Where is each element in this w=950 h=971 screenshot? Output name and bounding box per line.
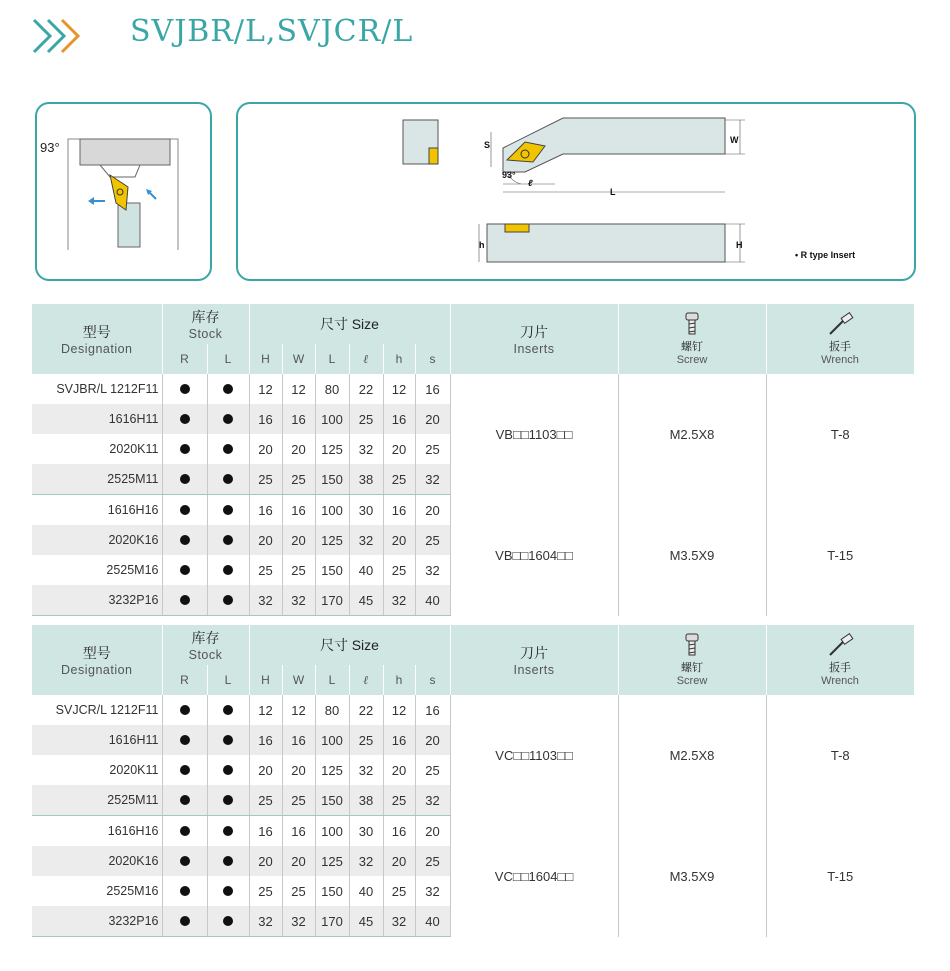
designation-cell: 1616H11 — [32, 404, 162, 434]
size-w-cell: 25 — [282, 785, 315, 816]
sub-header-7: s — [415, 665, 450, 695]
stock-r-cell — [162, 906, 207, 937]
in-stock-dot-icon — [223, 916, 233, 926]
size-h-cell: 16 — [249, 404, 282, 434]
size-h-cell: 25 — [249, 555, 282, 585]
size-l-cell: 32 — [349, 434, 383, 464]
stock-r-cell — [162, 495, 207, 526]
wrench-header: 扳手 Wrench — [766, 625, 914, 695]
spec-table-svjc — [32, 625, 915, 937]
stock-r-cell — [162, 404, 207, 434]
size-l-cell: 25 — [349, 725, 383, 755]
stock-l-cell — [207, 374, 249, 404]
size-lv-cell: 80 — [315, 374, 349, 404]
wrench-cell: T-15 — [766, 495, 914, 616]
stock-l-cell — [207, 404, 249, 434]
in-stock-dot-icon — [223, 414, 233, 424]
in-stock-dot-icon — [180, 595, 190, 605]
designation-cell: SVJBR/L 1212F11 — [32, 374, 162, 404]
size-lv-cell: 150 — [315, 464, 349, 495]
size-lv-cell: 125 — [315, 434, 349, 464]
size-l-cell: 38 — [349, 785, 383, 816]
size-l-cell: 40 — [349, 555, 383, 585]
size-w-cell: 16 — [282, 404, 315, 434]
size-w-cell: 20 — [282, 525, 315, 555]
wrench-header: 扳手 Wrench — [766, 304, 914, 374]
inserts-header: 刀片 Inserts — [450, 304, 618, 374]
sub-header-3: W — [282, 665, 315, 695]
size-h-cell: 12 — [249, 695, 282, 725]
size-l-cell: 30 — [349, 495, 383, 526]
size-l-cell: 32 — [349, 755, 383, 785]
spec-table-svjb — [32, 304, 915, 616]
in-stock-dot-icon — [223, 765, 233, 775]
stock-header: 库存 Stock — [162, 625, 249, 665]
stock-l-cell — [207, 725, 249, 755]
sub-header-3: W — [282, 344, 315, 374]
designation-cell: 2020K11 — [32, 755, 162, 785]
screw-header: 螺钉 Screw — [618, 304, 766, 374]
size-h-cell: 25 — [383, 464, 415, 495]
size-w-cell: 16 — [282, 816, 315, 847]
stock-r-cell — [162, 785, 207, 816]
size-s-cell: 20 — [415, 495, 450, 526]
in-stock-dot-icon — [180, 535, 190, 545]
designation-cell: 3232P16 — [32, 906, 162, 937]
size-lv-cell: 170 — [315, 906, 349, 937]
stock-r-cell — [162, 755, 207, 785]
size-h-cell: 25 — [383, 785, 415, 816]
in-stock-dot-icon — [180, 444, 190, 454]
size-s-cell: 32 — [415, 555, 450, 585]
size-l-cell: 38 — [349, 464, 383, 495]
size-h-cell: 20 — [383, 755, 415, 785]
size-l-cell: 30 — [349, 816, 383, 847]
designation-header: 型号 Designation — [32, 625, 162, 695]
sub-header-2: H — [249, 665, 282, 695]
stock-l-cell — [207, 464, 249, 495]
stock-r-cell — [162, 816, 207, 847]
in-stock-dot-icon — [180, 474, 190, 484]
in-stock-dot-icon — [180, 765, 190, 775]
in-stock-dot-icon — [180, 505, 190, 515]
in-stock-dot-icon — [223, 735, 233, 745]
in-stock-dot-icon — [180, 565, 190, 575]
designation-cell: 2020K16 — [32, 525, 162, 555]
sub-header-6: h — [383, 665, 415, 695]
size-h-cell: 32 — [383, 585, 415, 616]
size-h-cell: 16 — [249, 816, 282, 847]
size-l-cell: 22 — [349, 374, 383, 404]
size-h-cell: 12 — [383, 374, 415, 404]
size-h-cell: 16 — [383, 404, 415, 434]
designation-cell: 2525M11 — [32, 785, 162, 816]
size-lv-cell: 100 — [315, 495, 349, 526]
sub-header-1: L — [207, 344, 249, 374]
dim-label-l-small: ℓ — [528, 178, 533, 188]
size-s-cell: 40 — [415, 906, 450, 937]
designation-cell: 1616H11 — [32, 725, 162, 755]
in-stock-dot-icon — [180, 826, 190, 836]
size-s-cell: 16 — [415, 374, 450, 404]
size-lv-cell: 150 — [315, 555, 349, 585]
designation-cell: 2525M11 — [32, 464, 162, 495]
inserts-header: 刀片 Inserts — [450, 625, 618, 695]
in-stock-dot-icon — [223, 856, 233, 866]
stock-l-cell — [207, 525, 249, 555]
stock-l-cell — [207, 906, 249, 937]
insert-cell: VB□□1103□□ — [450, 374, 618, 495]
tool-dimension-drawing — [395, 112, 765, 272]
screw-header: 螺钉 Screw — [618, 625, 766, 695]
size-l-cell: 40 — [349, 876, 383, 906]
stock-l-cell — [207, 555, 249, 585]
wrench-cell: T-8 — [766, 374, 914, 495]
size-h-cell: 25 — [249, 876, 282, 906]
designation-cell: 2525M16 — [32, 876, 162, 906]
size-l-cell: 32 — [349, 846, 383, 876]
stock-l-cell — [207, 755, 249, 785]
stock-l-cell — [207, 495, 249, 526]
size-h-cell: 16 — [249, 495, 282, 526]
size-s-cell: 20 — [415, 816, 450, 847]
in-stock-dot-icon — [180, 705, 190, 715]
sub-header-5: ℓ — [349, 665, 383, 695]
stock-r-cell — [162, 725, 207, 755]
screw-icon — [684, 633, 700, 657]
stock-l-cell — [207, 816, 249, 847]
size-h-cell: 20 — [249, 846, 282, 876]
screw-cell: M3.5X9 — [618, 495, 766, 616]
stock-r-cell — [162, 464, 207, 495]
stock-l-cell — [207, 785, 249, 816]
size-w-cell: 16 — [282, 725, 315, 755]
chevron-logo-icon — [30, 14, 90, 58]
table-row — [32, 816, 914, 847]
in-stock-dot-icon — [223, 565, 233, 575]
in-stock-dot-icon — [180, 384, 190, 394]
sub-header-4: L — [315, 344, 349, 374]
size-lv-cell: 125 — [315, 525, 349, 555]
in-stock-dot-icon — [223, 505, 233, 515]
in-stock-dot-icon — [223, 886, 233, 896]
size-w-cell: 20 — [282, 755, 315, 785]
size-h-cell: 25 — [383, 876, 415, 906]
designation-cell: SVJCR/L 1212F11 — [32, 695, 162, 725]
sub-header-2: H — [249, 344, 282, 374]
size-l-cell: 22 — [349, 695, 383, 725]
size-w-cell: 25 — [282, 876, 315, 906]
sub-header-0: R — [162, 344, 207, 374]
size-l-cell: 45 — [349, 585, 383, 616]
stock-r-cell — [162, 374, 207, 404]
designation-cell: 2020K16 — [32, 846, 162, 876]
in-stock-dot-icon — [223, 384, 233, 394]
in-stock-dot-icon — [180, 886, 190, 896]
size-w-cell: 12 — [282, 374, 315, 404]
dim-label-angle: 93° — [502, 170, 516, 180]
size-s-cell: 25 — [415, 846, 450, 876]
in-stock-dot-icon — [180, 414, 190, 424]
stock-r-cell — [162, 876, 207, 906]
sub-header-7: s — [415, 344, 450, 374]
size-w-cell: 16 — [282, 495, 315, 526]
size-w-cell: 25 — [282, 555, 315, 585]
size-lv-cell: 170 — [315, 585, 349, 616]
in-stock-dot-icon — [223, 474, 233, 484]
size-w-cell: 20 — [282, 434, 315, 464]
stock-r-cell — [162, 555, 207, 585]
stock-r-cell — [162, 585, 207, 616]
size-lv-cell: 100 — [315, 404, 349, 434]
size-l-cell: 25 — [349, 404, 383, 434]
dim-label-h: H — [736, 240, 743, 250]
size-s-cell: 32 — [415, 785, 450, 816]
size-lv-cell: 150 — [315, 876, 349, 906]
size-s-cell: 32 — [415, 464, 450, 495]
size-lv-cell: 80 — [315, 695, 349, 725]
designation-cell: 1616H16 — [32, 495, 162, 526]
insert-cell: VC□□1604□□ — [450, 816, 618, 937]
stock-r-cell — [162, 434, 207, 464]
size-s-cell: 25 — [415, 434, 450, 464]
in-stock-dot-icon — [223, 826, 233, 836]
designation-cell: 3232P16 — [32, 585, 162, 616]
stock-l-cell — [207, 876, 249, 906]
wrench-icon — [826, 312, 854, 336]
size-h-cell: 20 — [383, 434, 415, 464]
size-h-cell: 25 — [249, 785, 282, 816]
size-s-cell: 25 — [415, 755, 450, 785]
size-lv-cell: 100 — [315, 725, 349, 755]
size-header: 尺寸 Size — [249, 304, 450, 344]
size-w-cell: 12 — [282, 695, 315, 725]
size-w-cell: 20 — [282, 846, 315, 876]
page-title: SVJBR/L,SVJCR/L — [130, 14, 414, 49]
stock-r-cell — [162, 846, 207, 876]
size-h-cell: 32 — [249, 585, 282, 616]
size-h-cell: 16 — [383, 725, 415, 755]
size-h-cell: 16 — [249, 725, 282, 755]
size-h-cell: 20 — [383, 846, 415, 876]
size-h-cell: 25 — [249, 464, 282, 495]
tool-approach-diagram — [60, 135, 190, 250]
table-row — [32, 495, 914, 526]
size-w-cell: 32 — [282, 585, 315, 616]
dim-label-h-small: h — [479, 240, 485, 250]
approach-angle-label: 93° — [40, 140, 60, 155]
size-w-cell: 25 — [282, 464, 315, 495]
size-h-cell: 20 — [249, 755, 282, 785]
size-h-cell: 16 — [383, 816, 415, 847]
size-s-cell: 40 — [415, 585, 450, 616]
size-h-cell: 16 — [383, 495, 415, 526]
size-s-cell: 32 — [415, 876, 450, 906]
insert-cell: VC□□1103□□ — [450, 695, 618, 816]
in-stock-dot-icon — [180, 916, 190, 926]
screw-icon — [684, 312, 700, 336]
screw-cell: M3.5X9 — [618, 816, 766, 937]
sub-header-6: h — [383, 344, 415, 374]
stock-r-cell — [162, 695, 207, 725]
stock-r-cell — [162, 525, 207, 555]
size-lv-cell: 125 — [315, 846, 349, 876]
size-h-cell: 12 — [383, 695, 415, 725]
size-s-cell: 16 — [415, 695, 450, 725]
screw-cell: M2.5X8 — [618, 695, 766, 816]
size-l-cell: 32 — [349, 525, 383, 555]
size-h-cell: 25 — [383, 555, 415, 585]
sub-header-4: L — [315, 665, 349, 695]
screw-cell: M2.5X8 — [618, 374, 766, 495]
sub-header-1: L — [207, 665, 249, 695]
size-header: 尺寸 Size — [249, 625, 450, 665]
r-type-insert-note: • R type Insert — [795, 250, 856, 260]
in-stock-dot-icon — [180, 795, 190, 805]
size-s-cell: 25 — [415, 525, 450, 555]
designation-header: 型号 Designation — [32, 304, 162, 374]
insert-cell: VB□□1604□□ — [450, 495, 618, 616]
size-l-cell: 45 — [349, 906, 383, 937]
size-lv-cell: 100 — [315, 816, 349, 847]
table-row — [32, 374, 914, 404]
size-w-cell: 32 — [282, 906, 315, 937]
in-stock-dot-icon — [223, 705, 233, 715]
size-lv-cell: 150 — [315, 785, 349, 816]
wrench-cell: T-15 — [766, 816, 914, 937]
sub-header-0: R — [162, 665, 207, 695]
size-lv-cell: 125 — [315, 755, 349, 785]
size-h-cell: 32 — [383, 906, 415, 937]
dim-label-w: W — [730, 135, 739, 145]
stock-l-cell — [207, 846, 249, 876]
sub-header-5: ℓ — [349, 344, 383, 374]
in-stock-dot-icon — [180, 735, 190, 745]
wrench-icon — [826, 633, 854, 657]
dim-label-l: L — [610, 187, 616, 197]
dim-label-s: S — [484, 140, 491, 150]
size-h-cell: 20 — [249, 525, 282, 555]
stock-header: 库存 Stock — [162, 304, 249, 344]
size-h-cell: 20 — [249, 434, 282, 464]
size-s-cell: 20 — [415, 725, 450, 755]
designation-cell: 2525M16 — [32, 555, 162, 585]
in-stock-dot-icon — [223, 595, 233, 605]
in-stock-dot-icon — [223, 444, 233, 454]
wrench-cell: T-8 — [766, 695, 914, 816]
stock-l-cell — [207, 695, 249, 725]
size-h-cell: 12 — [249, 374, 282, 404]
table-row — [32, 695, 914, 725]
size-h-cell: 32 — [249, 906, 282, 937]
in-stock-dot-icon — [223, 795, 233, 805]
size-h-cell: 20 — [383, 525, 415, 555]
size-s-cell: 20 — [415, 404, 450, 434]
stock-l-cell — [207, 434, 249, 464]
designation-cell: 2020K11 — [32, 434, 162, 464]
stock-l-cell — [207, 585, 249, 616]
in-stock-dot-icon — [223, 535, 233, 545]
in-stock-dot-icon — [180, 856, 190, 866]
designation-cell: 1616H16 — [32, 816, 162, 847]
